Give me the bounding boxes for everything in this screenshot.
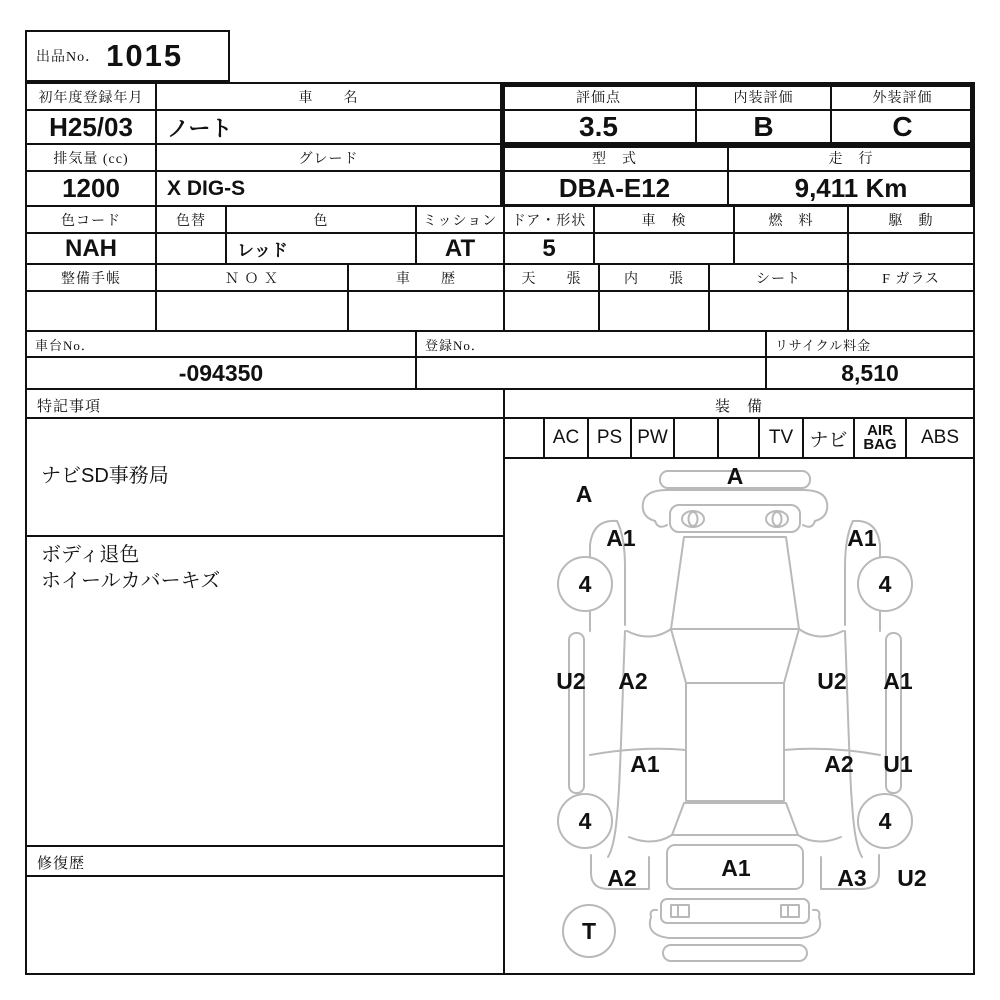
- cell-recycle-fee: [767, 332, 973, 390]
- lot-number-label: 出品No．: [36, 50, 101, 65]
- cell-color: [227, 207, 417, 265]
- cell-header: 色替: [157, 207, 225, 234]
- cell-header: 排気量 (cc): [27, 145, 155, 172]
- cell-value: 9,411 Km: [794, 173, 908, 203]
- cell-doors: [505, 207, 595, 265]
- damage-code-label: A3: [837, 865, 867, 891]
- cell-front-glass: [849, 265, 973, 332]
- cell-service-book: [27, 265, 157, 332]
- damage-code-label: A: [726, 463, 744, 489]
- special-notes-section-2: [27, 537, 505, 847]
- note-text: ナビSD事務局: [41, 465, 169, 488]
- cell-header: 走 行: [729, 145, 973, 172]
- cell-header: シート: [710, 265, 847, 292]
- cell-header: グレード: [157, 145, 500, 172]
- cell-score: [502, 84, 697, 145]
- cell-header: 天 張: [505, 265, 598, 292]
- equipment-cell-navi: ナビ: [804, 419, 855, 459]
- equipment-cell-blank: [505, 419, 545, 459]
- cell-first-registration: [27, 84, 157, 145]
- damage-code-label: A2: [824, 751, 854, 777]
- cell-color-change: [157, 207, 227, 265]
- cell-header: 色: [227, 207, 415, 234]
- cell-header: 評価点: [502, 84, 695, 111]
- damage-code-label: T: [581, 918, 597, 944]
- cell-value: NAH: [65, 234, 117, 262]
- damage-code-label: A2: [618, 668, 648, 694]
- damage-code-label: 4: [578, 808, 592, 834]
- cell-value: 5: [542, 234, 556, 262]
- cell-header: 燃 料: [735, 207, 847, 234]
- repair-history-header: 修復歴: [27, 847, 505, 877]
- equipment-cell-blank: [719, 419, 760, 459]
- equipment-cell-blank: [675, 419, 719, 459]
- cell-value: レッド: [237, 241, 288, 260]
- damage-diagram: [505, 459, 973, 973]
- cell-transmission: [417, 207, 505, 265]
- cell-value: [157, 234, 225, 263]
- lot-number-value: 1015: [106, 38, 184, 73]
- cell-header: 整備手帳: [27, 265, 155, 292]
- damage-code-label: 4: [878, 571, 892, 597]
- cell-header: 車台No．: [27, 332, 415, 358]
- cell-header: Ｎ Ｏ Ｘ: [157, 265, 347, 292]
- lot-number-box: [25, 30, 230, 82]
- cell-seats: [710, 265, 849, 332]
- equipment-header: 装 備: [505, 390, 973, 419]
- cell-mileage: [729, 145, 973, 207]
- cell-value: X DIG-S: [167, 176, 246, 200]
- cell-vehicle-name: [157, 84, 502, 145]
- cell-header: ミッション: [417, 207, 503, 234]
- damage-code-label: U2: [897, 865, 927, 891]
- cell-inspection: [595, 207, 735, 265]
- damage-diagram-svg: [505, 459, 973, 973]
- damage-code-label: U2: [556, 668, 586, 694]
- damage-code-label: A1: [606, 525, 636, 551]
- damage-code-label: A1: [883, 668, 913, 694]
- damage-code-label: U1: [883, 751, 913, 777]
- note-text: ホイールカバーキズ: [41, 569, 221, 592]
- special-notes-section-1: [27, 419, 505, 537]
- equipment-cell-ac: AC: [545, 419, 589, 459]
- cell-header: 色コード: [27, 207, 155, 234]
- cell-color-code: [27, 207, 157, 265]
- cell-value: B: [753, 111, 774, 142]
- cell-value: -094350: [178, 359, 264, 386]
- cell-header: 駆 動: [849, 207, 973, 234]
- cell-value: [505, 292, 598, 330]
- equipment-cell-ps: PS: [589, 419, 632, 459]
- cell-header: 内 張: [600, 265, 708, 292]
- cell-value: [157, 292, 347, 330]
- special-notes-header: 特記事項: [27, 390, 505, 419]
- cell-header: 車 名: [157, 84, 500, 111]
- cell-value: 3.5: [579, 111, 618, 142]
- cell-value: [349, 292, 503, 330]
- cell-displacement: [27, 145, 157, 207]
- cell-value: [595, 234, 733, 263]
- cell-header: 初年度登録年月: [27, 84, 155, 111]
- cell-headliner: [505, 265, 600, 332]
- cell-value: 1200: [62, 173, 120, 203]
- cell-vehicle-history: [349, 265, 505, 332]
- sheet-table: [25, 82, 975, 975]
- cell-header: 内装評価: [697, 84, 830, 111]
- cell-value: C: [892, 111, 913, 142]
- cell-registration-number: [417, 332, 767, 390]
- cell-interior-grade: [697, 84, 832, 145]
- cell-fuel: [735, 207, 849, 265]
- cell-header: 外装評価: [832, 84, 973, 111]
- equipment-cell-tv: TV: [760, 419, 804, 459]
- cell-exterior-grade: [832, 84, 973, 145]
- cell-value: ノート: [167, 115, 233, 141]
- damage-code-label: U2: [817, 668, 847, 694]
- equipment-cell-abs: ABS: [907, 419, 973, 459]
- cell-value: [710, 292, 847, 330]
- cell-value: [600, 292, 708, 330]
- cell-door-trim: [600, 265, 710, 332]
- cell-model-code: [502, 145, 729, 207]
- damage-code-label: 4: [878, 808, 892, 834]
- cell-value: [849, 234, 973, 263]
- cell-header: 登録No．: [417, 332, 765, 358]
- cell-header: リサイクル料金: [767, 332, 973, 358]
- cell-value: [27, 292, 155, 330]
- cell-drivetrain: [849, 207, 973, 265]
- damage-code-label: 4: [578, 571, 592, 597]
- cell-header: F ガラス: [849, 265, 973, 292]
- cell-value: [735, 234, 847, 263]
- cell-header: 車 検: [595, 207, 733, 234]
- equipment-cell-airbag: AIR BAG: [855, 419, 907, 459]
- cell-grade: [157, 145, 502, 207]
- note-text: ボディ退色: [41, 544, 140, 566]
- cell-value: AT: [444, 234, 476, 262]
- cell-value: 8,510: [841, 359, 899, 386]
- damage-code-label: A1: [630, 751, 660, 777]
- damage-code-label: A1: [847, 525, 877, 551]
- equipment-cell-pw: PW: [632, 419, 675, 459]
- cell-nox: [157, 265, 349, 332]
- cell-header: ドア・形状: [505, 207, 593, 234]
- cell-chassis-number: [27, 332, 417, 390]
- repair-history-section: [27, 877, 505, 973]
- damage-code-label: A: [575, 481, 593, 507]
- damage-code-label: A1: [721, 855, 751, 881]
- cell-header: 型 式: [502, 145, 727, 172]
- cell-header: 車 歴: [349, 265, 503, 292]
- cell-value: H25/03: [49, 111, 133, 142]
- damage-code-label: A2: [607, 865, 637, 891]
- cell-value: DBA-E12: [558, 173, 671, 203]
- cell-value: [417, 358, 765, 388]
- cell-value: [849, 292, 973, 330]
